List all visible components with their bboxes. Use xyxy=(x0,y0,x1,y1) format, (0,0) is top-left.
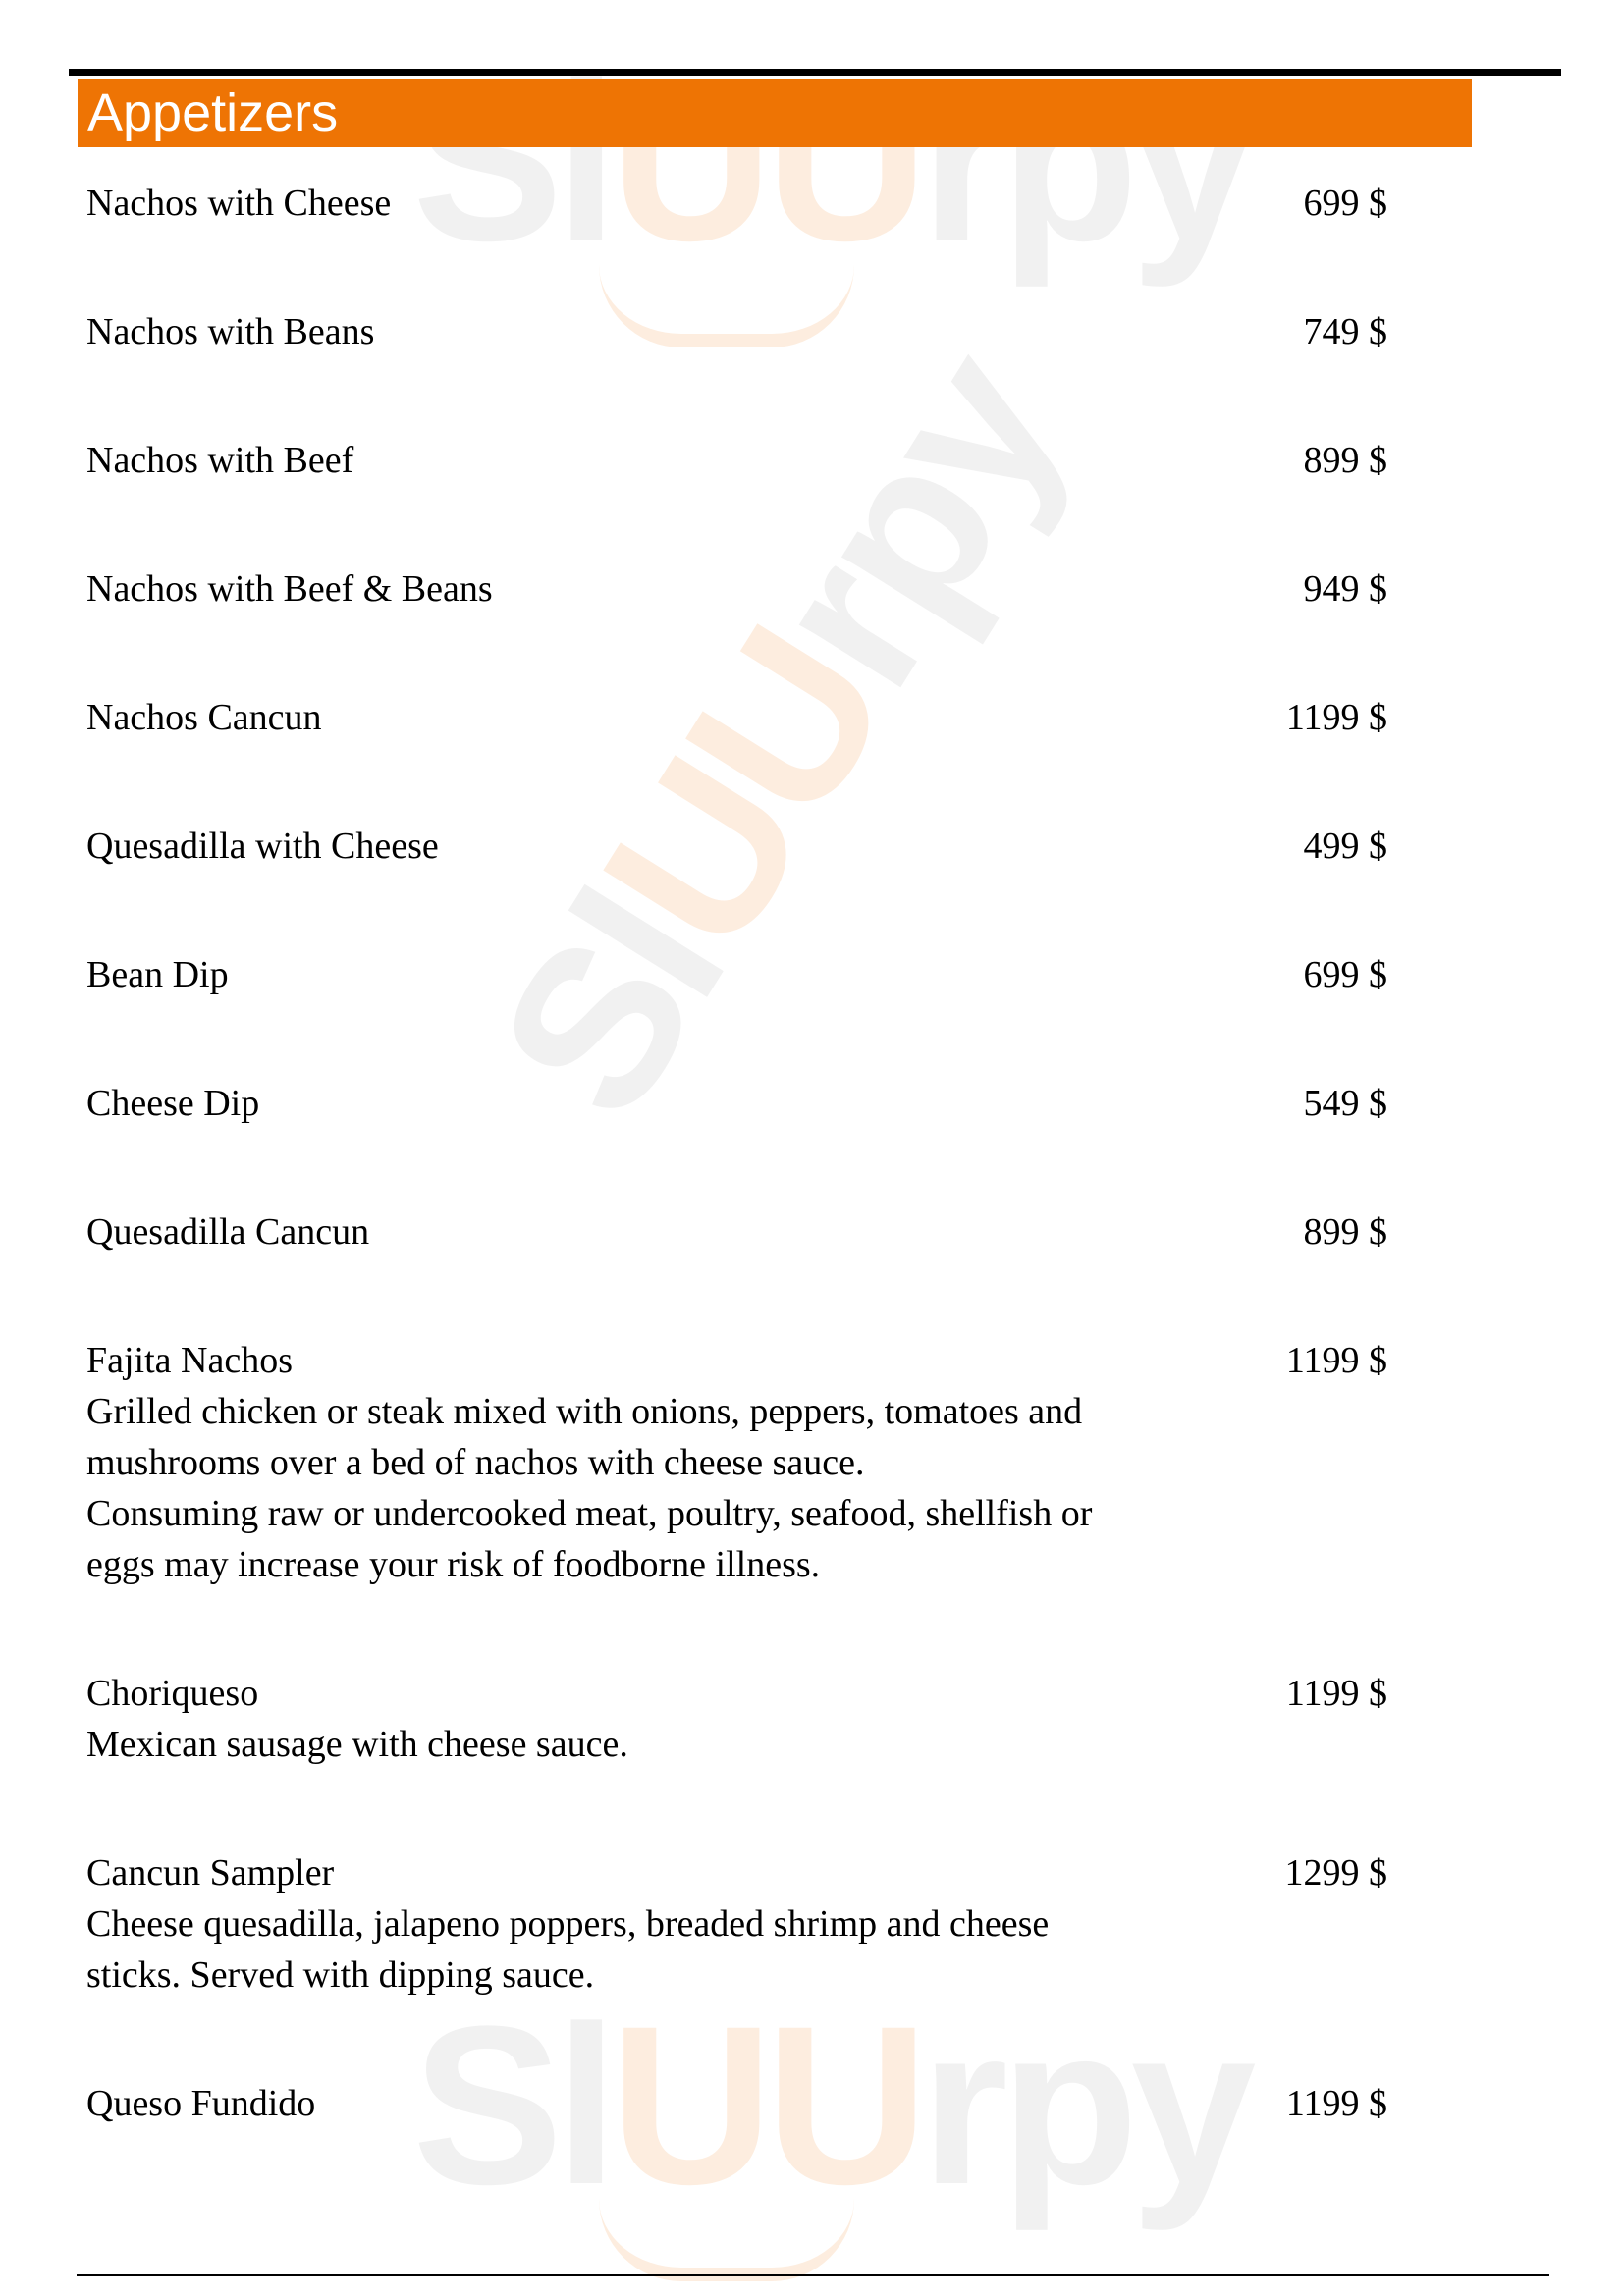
item-description: Grilled chicken or steak mixed with onions, peppers, tomatoes and mushrooms over a bed of nachos with cheese sauce. Consuming raw or undercooked meat, poultry, seafood, shellfish or eggs may increase your risk of foodborne illness. xyxy=(86,1391,1093,1585)
menu-item xyxy=(86,1078,1387,1129)
section-header xyxy=(78,79,1472,147)
menu-item xyxy=(86,435,1387,486)
item-name: Cheese Dip xyxy=(86,1083,260,1124)
bottom-rule xyxy=(77,2274,1549,2276)
item-name: Cancun Sampler xyxy=(86,1852,335,1894)
menu-item xyxy=(86,692,1387,743)
watermark-logo-middle: SlUUrpy xyxy=(450,314,1108,1157)
item-price: 1199 $ xyxy=(1285,1340,1387,1381)
menu-item xyxy=(86,949,1387,1000)
item-price: 1199 $ xyxy=(1285,1673,1387,1714)
item-name: Choriqueso xyxy=(86,1673,259,1714)
item-price: 699 $ xyxy=(1303,954,1387,995)
menu-item xyxy=(86,563,1387,614)
item-name: Bean Dip xyxy=(86,954,229,995)
item-price: 1199 $ xyxy=(1285,697,1387,738)
item-description: Mexican sausage with cheese sauce. xyxy=(86,1724,628,1765)
menu-item xyxy=(86,306,1387,357)
watermark-logo-top: SlUUrpy xyxy=(412,35,1249,288)
item-price: 1299 $ xyxy=(1284,1852,1387,1894)
menu-item xyxy=(86,1847,1387,2001)
menu-item xyxy=(86,1668,1387,1770)
section-title: Appetizers xyxy=(87,83,339,142)
item-name: Quesadilla with Cheese xyxy=(86,826,439,867)
menu-item xyxy=(86,2078,1387,2129)
item-price: 949 $ xyxy=(1303,568,1387,610)
item-name: Nachos with Beans xyxy=(86,311,375,352)
menu-item xyxy=(86,821,1387,872)
item-price: 899 $ xyxy=(1303,1211,1387,1253)
item-name: Queso Fundido xyxy=(86,2083,316,2124)
item-name: Fajita Nachos xyxy=(86,1340,294,1381)
item-price: 1199 $ xyxy=(1285,2083,1387,2124)
item-name: Nachos Cancun xyxy=(86,697,322,738)
menu-item xyxy=(86,178,1387,229)
item-name: Nachos with Cheese xyxy=(86,183,392,224)
watermark-logo-bottom: SlUUrpy xyxy=(412,1979,1249,2231)
item-name: Nachos with Beef & Beans xyxy=(86,568,493,610)
top-rule xyxy=(69,69,1561,76)
item-price: 499 $ xyxy=(1303,826,1387,867)
item-price: 549 $ xyxy=(1303,1083,1387,1124)
item-description: Cheese quesadilla, jalapeno poppers, breaded shrimp and cheese sticks. Served with dipping sauce. xyxy=(86,1903,1050,1996)
item-name: Quesadilla Cancun xyxy=(86,1211,370,1253)
item-price: 749 $ xyxy=(1303,311,1387,352)
watermark-smile-bottom xyxy=(599,2199,854,2281)
item-price: 699 $ xyxy=(1303,183,1387,224)
item-price: 899 $ xyxy=(1303,440,1387,481)
menu-item xyxy=(86,1335,1387,1590)
item-name: Nachos with Beef xyxy=(86,440,354,481)
menu-item xyxy=(86,1206,1387,1257)
